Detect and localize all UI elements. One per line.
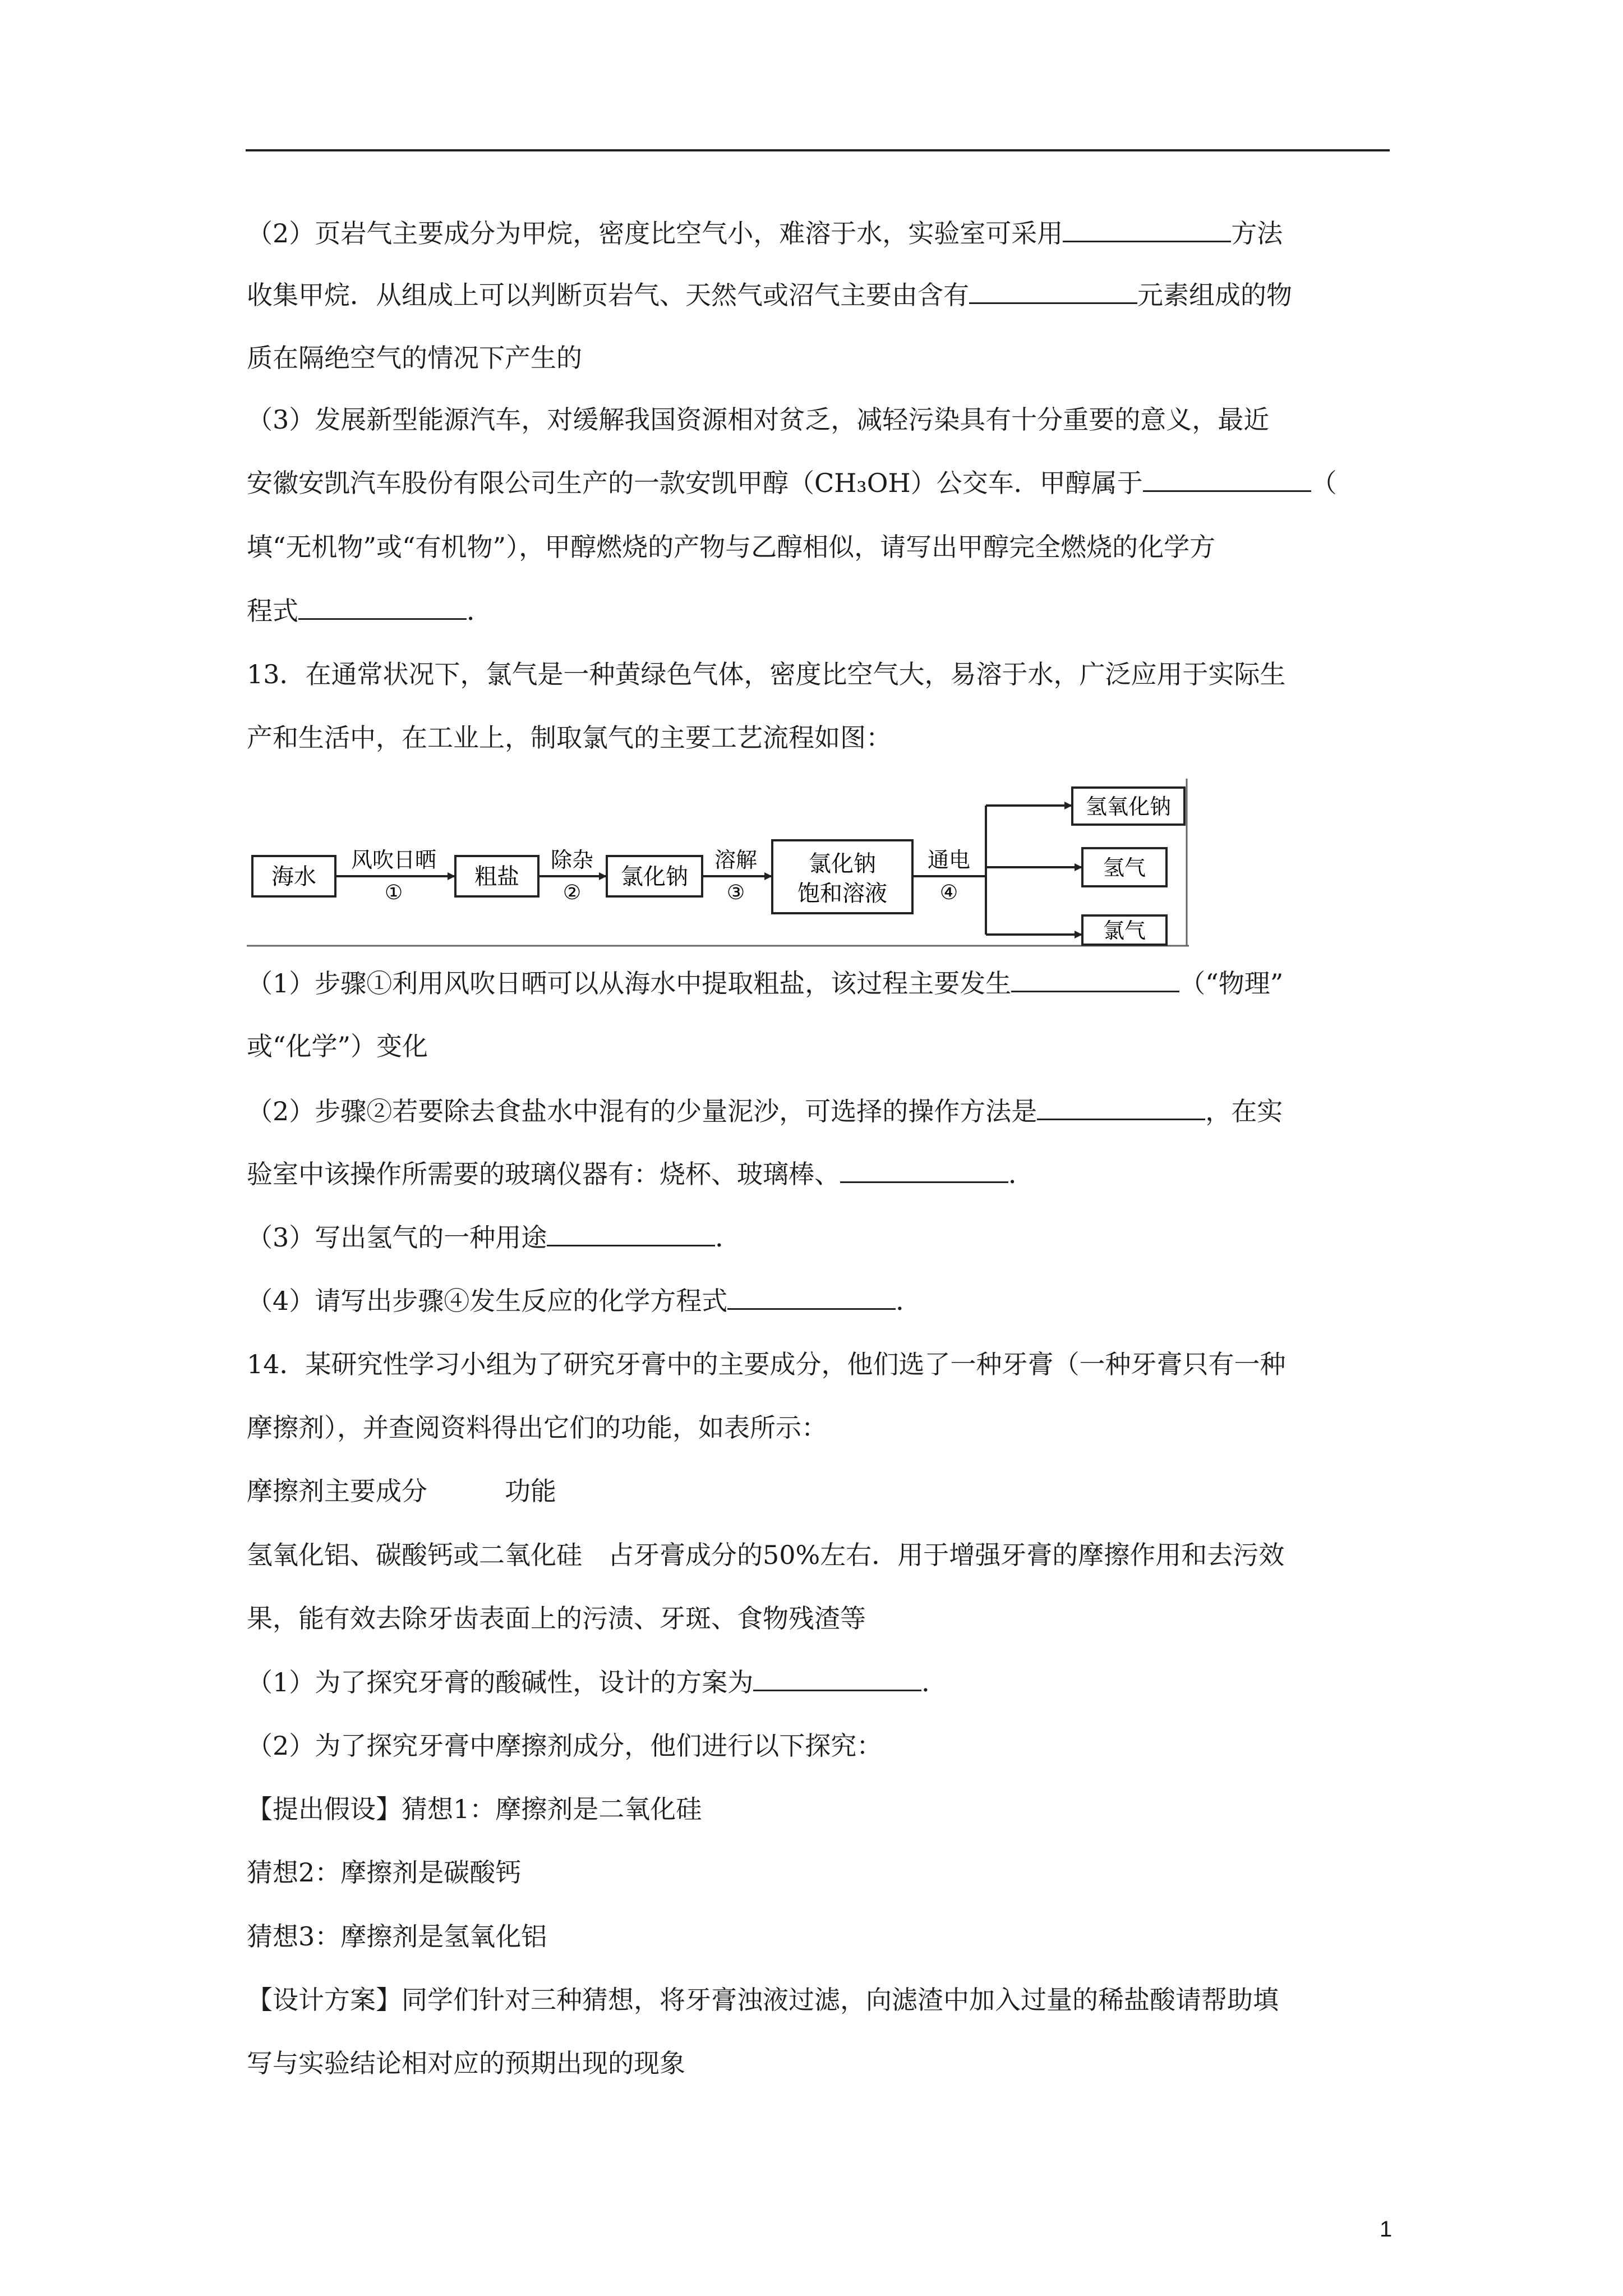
text-line [247,1094,1283,1128]
text-segment: 程式 [247,596,298,626]
step2-label: 除杂 [550,848,594,872]
text-segment: （ [1311,468,1337,498]
text-segment: （3）发展新型能源汽车，对缓解我国资源相对贫乏，减轻污染具有十分重要的意义，最近 [247,404,1270,435]
text-segment: ． [921,1667,948,1697]
text-line [247,1474,556,1508]
text-segment: 填“无机物”或“有机物”），甲醇燃烧的产物与乙醇相似，请写出甲醇完全燃烧的化学方 [247,532,1216,562]
text-line [247,530,1215,564]
text-segment: 猜想2：摩擦剂是碳酸钙 [247,1857,522,1888]
svg-text:粗盐: 粗盐 [474,864,519,890]
svg-text:氯气: 氯气 [1103,918,1146,943]
box-nacl [607,856,702,896]
text-segment: （3）写出氢气的一种用途 [247,1222,547,1253]
step4-label: 通电 [927,848,971,872]
answer-blank[interactable] [1143,466,1311,492]
text-line [247,2046,685,2080]
text-segment: 质在隔绝空气的情况下产生的 [247,343,582,373]
box-product-chlorine [1082,915,1166,945]
text-segment: 【提出假设】猜想1：摩擦剂是二氧化硅 [247,1794,702,1824]
text-line [247,278,1292,312]
text-segment: （1）步骤①利用风吹日晒可以从海水中提取粗盐，该过程主要发生 [247,968,1012,999]
text-line [247,341,582,375]
svg-text:氯化钠: 氯化钠 [809,851,876,877]
text-line [247,1856,521,1889]
text-segment: 元素组成的物 [1137,280,1292,310]
answer-blank[interactable] [1011,966,1179,992]
answer-blank[interactable] [840,1157,1008,1183]
answer-blank[interactable] [753,1665,921,1691]
text-line [247,216,1283,250]
text-segment: ． [896,1286,922,1316]
text-line [247,1283,921,1318]
text-line [247,1983,1279,2017]
text-segment: ． [715,1222,741,1253]
text-line [247,593,492,628]
svg-text:氢气: 氢气 [1103,855,1146,880]
text-segment: （2）为了探究牙膏中摩擦剂成分，他们进行以下探究： [247,1731,883,1761]
text-segment: 13．在通常状况下，氯气是一种黄绿色气体，密度比空气大，易溶于水，广泛应用于实际生 [247,659,1286,689]
answer-blank[interactable] [1063,216,1231,242]
text-segment: 方法 [1231,218,1283,249]
page-number: 1 [1380,2217,1393,2242]
text-segment: 氢氧化铝、碳酸钙或二氧化硅 占牙膏成分的50%左右．用于增强牙膏的摩擦作用和去污效 [247,1540,1285,1570]
text-line [247,1157,1034,1191]
box-seawater [252,856,335,896]
box-crude-salt [455,856,538,896]
step2-number: ② [562,881,582,904]
text-line [247,403,1269,436]
step1-number: ① [384,881,403,904]
text-segment: 安徽安凯汽车股份有限公司生产的一款安凯甲醇（CH₃OH）公交车．甲醇属于 [247,468,1143,498]
text-line [247,1920,547,1953]
text-segment: 猜想3：摩擦剂是氢氧化铝 [247,1921,547,1952]
text-line [247,721,892,754]
answer-blank[interactable] [547,1220,715,1246]
svg-text:饱和溶液: 饱和溶液 [797,881,887,907]
box-product-naoh [1072,788,1184,825]
text-segment: （“物理” [1179,968,1284,999]
text-segment: 或“化学”）变化 [247,1031,428,1061]
text-segment: ． [1008,1159,1034,1189]
text-segment: 写与实验结论相对应的预期出现的现象 [247,2048,685,2078]
text-line [247,1665,947,1699]
text-segment: 【设计方案】同学们针对三种猜想，将牙膏浊液过滤，向滤渣中加入过量的稀盐酸请帮助填 [247,1985,1279,2015]
text-line [247,1347,1286,1381]
text-line [247,1411,827,1444]
text-segment: 摩擦剂），并查阅资料得出它们的功能，如表所示： [247,1412,827,1443]
text-segment: 果，能有效去除牙齿表面上的污渍、牙斑、食物残渣等 [247,1603,866,1634]
process-flow-diagram [247,779,1189,947]
answer-blank[interactable] [1037,1094,1205,1120]
svg-text:氯化钠: 氯化钠 [621,864,688,890]
answer-blank[interactable] [298,593,467,620]
text-segment: 验室中该操作所需要的玻璃仪器有：烧杯、玻璃棒、 [247,1159,840,1189]
svg-text:氢氧化钠: 氢氧化钠 [1085,794,1172,819]
answer-blank[interactable] [727,1283,896,1310]
text-line [247,1538,1284,1572]
box-product-hydrogen [1082,848,1166,886]
text-line [247,966,1283,1000]
text-segment: 收集甲烷．从组成上可以判断页岩气、天然气或沼气主要由含有 [247,280,969,310]
text-segment: （4）请写出步骤④发生反应的化学方程式 [247,1286,728,1316]
text-segment: ． [467,596,492,626]
text-segment: （1）为了探究牙膏的酸碱性，设计的方案为 [247,1667,754,1697]
box-saturated-solution [772,840,912,913]
header-rule [246,149,1390,151]
text-segment: ，在实 [1205,1096,1283,1126]
step4-number: ④ [939,881,958,904]
text-segment: （2）步骤②若要除去食盐水中混有的少量泥沙，可选择的操作方法是 [247,1096,1038,1126]
text-segment: 14．某研究性学习小组为了研究牙膏中的主要成分，他们选了一种牙膏（一种牙膏只有一种 [247,1349,1286,1379]
text-line [247,1792,702,1826]
step3-number: ③ [726,881,745,904]
svg-text:海水: 海水 [271,864,316,890]
step1-label: 风吹日晒 [351,848,437,872]
text-segment: 摩擦剂主要成分 功能 [247,1476,556,1506]
text-line [247,1220,741,1254]
text-line [247,1729,882,1763]
answer-blank[interactable] [969,278,1137,304]
step3-label: 溶解 [714,848,758,872]
text-line [247,1602,866,1635]
text-line [247,657,1286,691]
text-line [247,466,1337,500]
text-segment: 产和生活中，在工业上，制取氯气的主要工艺流程如图： [247,723,892,753]
text-line [247,1029,428,1063]
text-segment: （2）页岩气主要成分为甲烷，密度比空气小，难溶于水，实验室可采用 [247,218,1063,249]
